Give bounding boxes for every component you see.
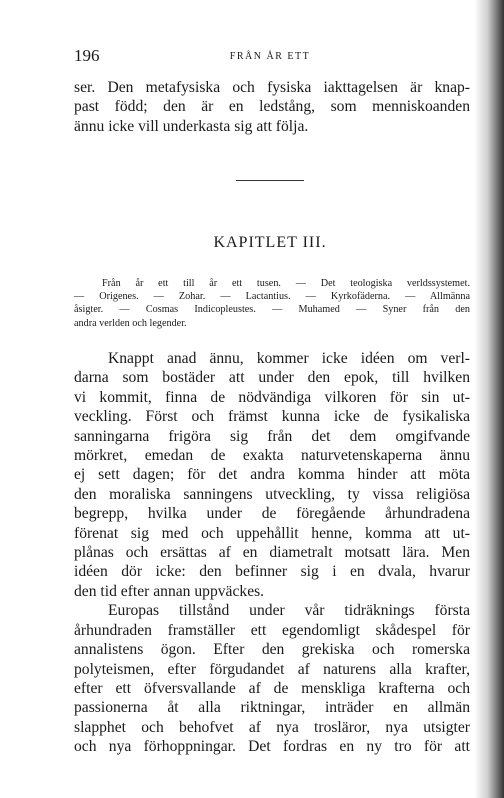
text-line: darna som bostäder att under den epok, till hvilken xyxy=(74,369,470,387)
text-line: vi kommit, finna de nödvändiga vilkoren för sin ut- xyxy=(74,388,470,406)
page-edge-shadow xyxy=(474,0,504,798)
text-line: ser. Den metafysiska och fysiska iakttagelsen är knap- xyxy=(74,79,470,96)
text-line: slapphet och behofvet af nya trosläror, nya utsigter xyxy=(74,718,470,736)
opening-paragraph xyxy=(74,78,470,136)
text-line: Europas tillstånd under vår tidräknings första xyxy=(108,602,470,620)
page-number: 196 xyxy=(74,46,100,65)
summary-line: andra verlden och legender. xyxy=(74,317,187,329)
running-head: FRÅN ÅR ETT xyxy=(229,51,311,62)
text-line: begrepp, hvilka under de föregående århundradena xyxy=(74,505,470,523)
text-line: annalistens ögon. Efter den grekiska och romerska xyxy=(74,641,470,659)
summary-line: åsigter. — Cosmas Indicopleustes. — Muhamed — Syner från den xyxy=(74,304,470,316)
text-line: polyteismen, efter förgudandet af naturens alla krafter, xyxy=(74,660,470,678)
text-line: sanningarna frigöra sig från det dem omgifvande xyxy=(74,427,470,445)
text-line: mörkret, emedan de exakta naturvetenskaperna ännu xyxy=(74,447,470,465)
text-line: passionerna åt alla riktningar, inträder en allmän xyxy=(74,699,470,717)
text-line: Knappt anad ännu, kommer icke idéen om verl- xyxy=(108,350,470,367)
text-line: förenat sig med och uppehållit henne, komma att ut- xyxy=(74,524,470,542)
text-line: århundraden framställer ett egendomligt skådespel för xyxy=(74,621,470,639)
section-divider xyxy=(236,180,304,181)
text-line: plånas och ersättas af en diametralt motsatt lära. Men xyxy=(74,544,470,562)
text-line: den moraliska sanningens utveckling, ty vissa religiösa xyxy=(74,485,470,503)
text-line: den tid efter annan uppväckes. xyxy=(74,582,265,600)
text-line: past född; den är en ledstång, som menniskoanden xyxy=(74,98,470,116)
chapter-title: KAPITLET III. xyxy=(213,234,327,251)
chapter-summary xyxy=(74,277,470,330)
text-line: efter ett öfversvallande af de menskliga krafterna och xyxy=(74,679,470,697)
page-header xyxy=(74,46,466,68)
chapter-body xyxy=(74,349,470,757)
text-line: ej sett dagen; för det andra komma hinder att möta xyxy=(74,466,470,484)
text-line: veckling. Först och främst kunna icke de fysikaliska xyxy=(74,408,470,426)
text-line: ännu icke vill underkasta sig att följa. xyxy=(74,117,309,135)
text-line: idéen dör icke: den befinner sig i en dvala, hvarur xyxy=(74,563,470,581)
summary-line: Från år ett till år ett tusen. — Det teologiska verldssystemet. xyxy=(102,278,470,289)
text-line: och nya förhoppningar. Det fordras en ny tro för att xyxy=(74,738,470,756)
summary-line: — Origenes. — Zohar. — Lactantius. — Kyrkofäderna. — Allmänna xyxy=(74,291,470,303)
